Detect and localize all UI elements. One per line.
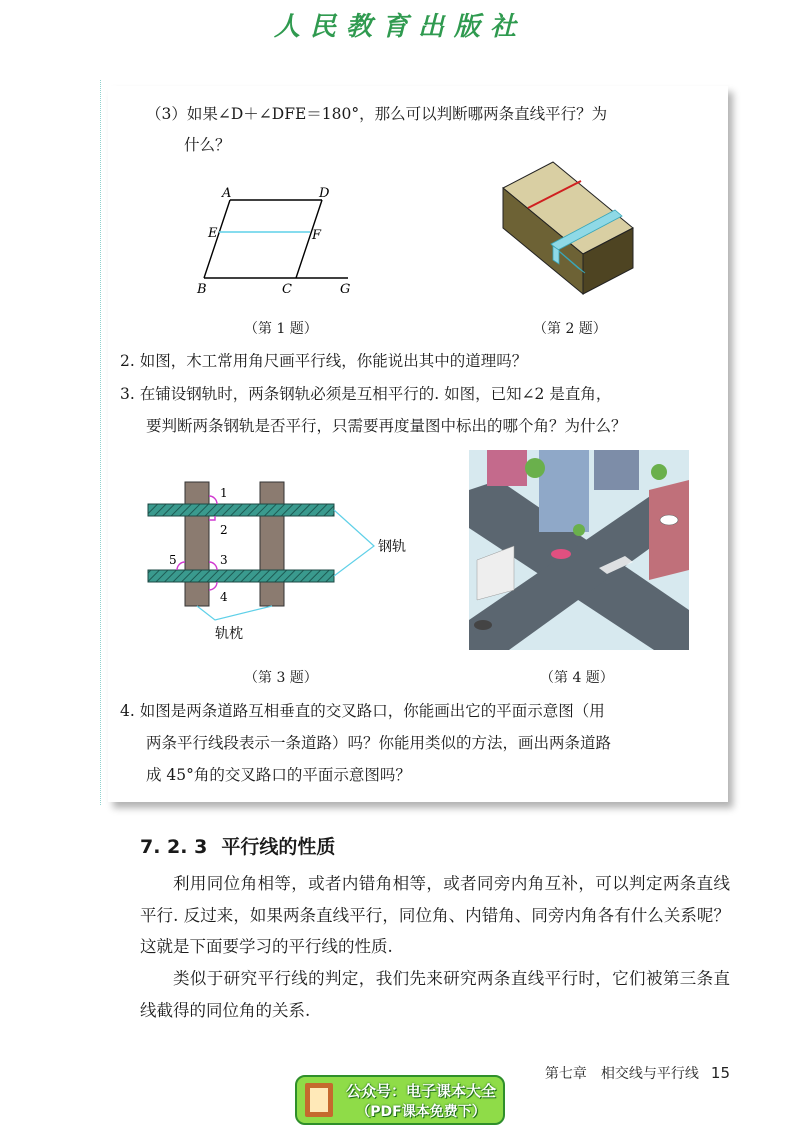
sleeper-label: 轨枕 bbox=[215, 626, 243, 642]
angle-mark-2 bbox=[209, 516, 215, 520]
banner-line-2: （PDF课本免费下） bbox=[356, 1104, 486, 1120]
figure-1-caption: （第 1 题） bbox=[244, 321, 318, 337]
label-F: F bbox=[312, 228, 322, 243]
section-paragraph-2: 类似于研究平行线的判定，我们先来研究两条直线平行时，它们被第三条直线截得的同位角的关系. bbox=[140, 969, 730, 1020]
chapter-title: 第七章 相交线与平行线 bbox=[544, 1066, 699, 1082]
question-3-line1: 3. 在铺设钢轨时，两条钢轨必须是互相平行的. 如图，已知∠2 是直角， bbox=[120, 385, 612, 403]
tree-1 bbox=[525, 458, 545, 478]
building-3 bbox=[594, 450, 639, 490]
figure-3-caption: （第 3 题） bbox=[244, 670, 318, 686]
q1-part3-line2: 什么？ bbox=[184, 136, 231, 154]
label-A: A bbox=[222, 186, 232, 201]
question-2: 2. 如图，木工常用角尺画平行线，你能说出其中的道理吗？ bbox=[120, 352, 528, 370]
angle-mark-5 bbox=[177, 562, 185, 570]
angle-label-3: 3 bbox=[220, 553, 228, 567]
q1-part3-line1: （3）如果∠D＋∠DFE＝180°，那么可以判断哪两条直线平行？为 bbox=[146, 105, 608, 123]
angle-label-4: 4 bbox=[220, 590, 228, 604]
tree-3 bbox=[573, 524, 585, 536]
car-3 bbox=[474, 620, 492, 630]
figure-4-caption: （第 4 题） bbox=[540, 670, 614, 686]
sleeper-left bbox=[185, 482, 209, 606]
question-3-line2: 要判断两条钢轨是否平行，只需要再度量图中标出的哪个角？为什么？ bbox=[146, 417, 627, 435]
publisher-logo: 人民教育出版社 bbox=[273, 12, 526, 42]
section-heading bbox=[140, 832, 335, 859]
sleeper-right bbox=[260, 482, 284, 606]
rail-bottom bbox=[148, 570, 334, 582]
sleeper-pointer bbox=[197, 606, 272, 620]
label-E: E bbox=[208, 226, 218, 241]
banner-line-1: 公众号：电子课本大全 bbox=[345, 1082, 496, 1100]
book-icon bbox=[305, 1083, 333, 1117]
angle-mark-1 bbox=[209, 496, 217, 504]
figure-3-rails bbox=[140, 470, 420, 650]
building-4 bbox=[649, 480, 689, 580]
angle-mark-4 bbox=[209, 582, 217, 590]
angle-mark-3 bbox=[209, 562, 217, 570]
angle-label-1: 1 bbox=[220, 486, 228, 500]
angle-label-2: 2 bbox=[220, 523, 228, 537]
question-4-line1: 4. 如图是两条道路互相垂直的交叉路口，你能画出它的平面示意图（用 bbox=[120, 702, 605, 720]
label-B: B bbox=[197, 282, 207, 297]
figure-4-crossroads bbox=[469, 450, 689, 650]
page-number: 15 bbox=[710, 1064, 730, 1082]
tree-2 bbox=[651, 464, 667, 480]
figure-2-wood-block bbox=[495, 158, 655, 298]
figure-1-parallelogram bbox=[190, 182, 370, 297]
page-footer bbox=[545, 1063, 730, 1083]
angle-label-5: 5 bbox=[169, 553, 177, 567]
car-1 bbox=[551, 549, 571, 559]
section-number: 7. 2. 3 bbox=[140, 836, 208, 858]
rail-pointer bbox=[334, 510, 374, 576]
question-4-line3: 成 45°角的交叉路口的平面示意图吗？ bbox=[146, 766, 411, 784]
margin-dotted-line bbox=[100, 80, 101, 805]
section-paragraph-1: 利用同位角相等，或者内错角相等，或者同旁内角互补，可以判定两条直线平行. 反过来，如果两条直线平行，同位角、内错角、同旁内角各有什么关系呢？这就是下面要学习的平行线的性质. bbox=[140, 874, 730, 956]
label-G: G bbox=[340, 282, 351, 297]
rail-top bbox=[148, 504, 334, 516]
building-2 bbox=[539, 450, 589, 532]
rail-label: 钢轨 bbox=[378, 539, 406, 555]
figure-2-caption: （第 2 题） bbox=[533, 321, 607, 337]
question-4-line2: 两条平行线段表示一条道路）吗？你能用类似的方法，画出两条道路 bbox=[146, 734, 612, 752]
section-title: 平行线的性质 bbox=[221, 836, 336, 858]
watermark-banner bbox=[295, 1075, 505, 1125]
building-1 bbox=[487, 450, 527, 486]
car-2 bbox=[660, 515, 678, 525]
label-D: D bbox=[319, 186, 330, 201]
label-C: C bbox=[282, 282, 292, 297]
